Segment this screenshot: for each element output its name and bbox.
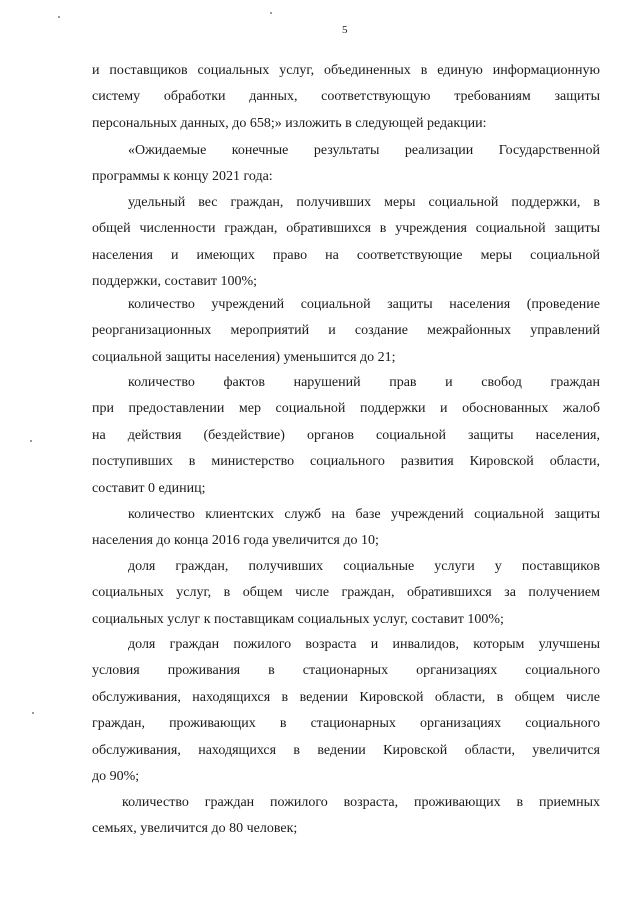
text-line: реорганизационных мероприятий и создание межрайонных управлений (92, 323, 600, 339)
text-line: при предоставлении мер социальной поддержки и обоснованных жалоб (92, 401, 600, 417)
text-line: социальных услуг к поставщикам социальных услуг, составит 100%; (92, 611, 504, 627)
text-line: количество граждан пожилого возраста, проживающих в приемных (122, 795, 600, 810)
paragraph (92, 138, 600, 191)
paragraph (92, 370, 600, 502)
paragraph (92, 58, 600, 137)
text-line: программы к концу 2021 года: (92, 169, 273, 185)
text-line: поступивших в министерство социального развития Кировской области, (92, 454, 600, 470)
text-line: граждан, проживающих в стационарных организациях социального (92, 716, 600, 732)
paragraph (92, 292, 600, 371)
text-line: семьях, увеличится до 80 человек; (92, 821, 298, 837)
text-line: количество клиентских служб на базе учреждений социальной защиты (128, 507, 600, 522)
text-line: населения до конца 2016 года увеличится до 10; (92, 533, 379, 549)
text-line: доля граждан, получивших социальные услуги у поставщиков (128, 559, 600, 574)
text-line: «Ожидаемые конечные результаты реализации Государственной (128, 143, 600, 158)
text-line: и поставщиков социальных услуг, объединенных в единую информационную (92, 63, 600, 78)
text-line: населения и имеющих право на соответствующие меры социальной (92, 247, 600, 263)
text-line: количество учреждений социальной защиты населения (проведение (128, 297, 600, 312)
text-line: удельный вес граждан, получивших меры социальной поддержки, в (128, 195, 600, 210)
paragraph (92, 632, 600, 790)
paragraph (92, 790, 600, 843)
text-line: составит 0 единиц; (92, 480, 206, 496)
paragraph (92, 190, 600, 296)
text-line: обслуживания, находящихся в ведении Кировской области, увеличится (92, 742, 600, 758)
paragraph (92, 502, 600, 555)
text-line: количество фактов нарушений прав и свобод граждан (128, 375, 600, 390)
scan-speck (58, 16, 60, 18)
text-line: до 90%; (92, 769, 140, 785)
text-line: социальной защиты населения) уменьшится до 21; (92, 349, 396, 365)
text-line: социальных услуг, в общем числе граждан, обратившихся за получением (92, 585, 600, 601)
scan-speck (30, 440, 32, 442)
text-line: условия проживания в стационарных организациях социального (92, 663, 600, 679)
page-number: 5 (342, 24, 348, 36)
text-line: персональных данных, до 658;» изложить в следующей редакции: (92, 115, 487, 131)
text-line: поддержки, составит 100%; (92, 274, 258, 290)
text-line: систему обработки данных, соответствующую требованиям защиты (92, 89, 600, 105)
text-line: доля граждан пожилого возраста и инвалидов, которым улучшены (128, 637, 600, 652)
scan-speck (270, 12, 272, 14)
text-line: на действия (бездействие) органов социальной защиты населения, (92, 427, 600, 443)
text-line: обслуживания, находящихся в ведении Кировской области, в общем числе (92, 689, 600, 705)
text-line: общей численности граждан, обратившихся в учреждения социальной защиты (92, 221, 600, 237)
scan-speck (32, 712, 34, 714)
paragraph (92, 554, 600, 633)
